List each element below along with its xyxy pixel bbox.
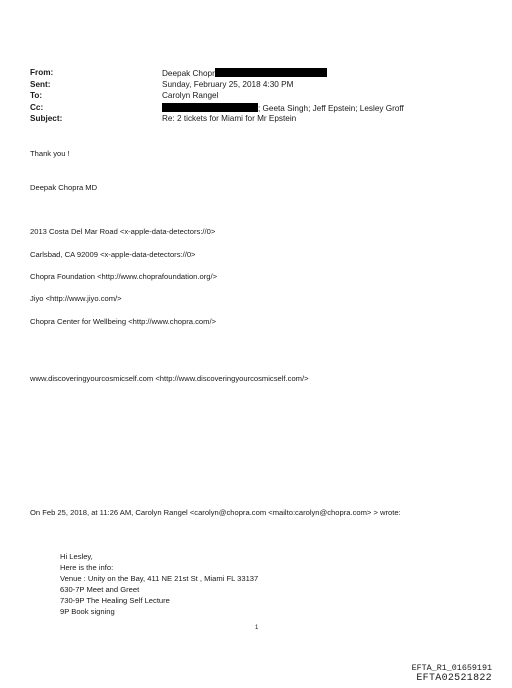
quoted-line: Venue : Unity on the Bay, 411 NE 21st St , Miami FL 33137 (60, 574, 259, 583)
cc-value: ; Geeta Singh; Jeff Epstein; Lesley Groff (162, 103, 404, 114)
redaction-box (215, 68, 327, 77)
quoted-line: Hi Lesley, (60, 552, 93, 561)
bates-number-1: EFTA_R1_01659191 (411, 663, 492, 673)
signature-name: Deepak Chopra MD (30, 183, 98, 192)
subject-label: Subject: (30, 114, 63, 123)
subject-value: Re: 2 tickets for Miami for Mr Epstein (162, 114, 297, 123)
quoted-line: Here is the info: (60, 563, 114, 572)
quoted-line: 9P Book signing (60, 607, 115, 616)
sent-value: Sunday, February 25, 2018 4:30 PM (162, 80, 294, 89)
page-number: 1 (255, 625, 259, 631)
from-value: Deepak Chopr (162, 68, 327, 79)
jiyo-link[interactable]: Jiyo <http://www.jiyo.com/> (30, 294, 122, 303)
sent-label: Sent: (30, 80, 51, 89)
cc-label: Cc: (30, 103, 44, 112)
greeting: Thank you ! (30, 149, 70, 158)
cosmic-self-link[interactable]: www.discoveringyourcosmicself.com <http://www.discoveringyourcosmicself.com/> (30, 374, 309, 383)
chopra-center-link[interactable]: Chopra Center for Wellbeing <http://www.chopra.com/> (30, 317, 216, 326)
redaction-box (162, 103, 258, 112)
quoted-line: 730-9P The Healing Self Lecture (60, 596, 170, 605)
quoted-line: 630-7P Meet and Greet (60, 585, 140, 594)
from-label: From: (30, 68, 54, 77)
address-line-1: 2013 Costa Del Mar Road <x-apple-data-detectors://0> (30, 227, 216, 236)
to-label: To: (30, 91, 43, 100)
address-line-2: Carlsbad, CA 92009 <x-apple-data-detectors://0> (30, 250, 196, 259)
to-value: Carolyn Rangel (162, 91, 219, 100)
chopra-foundation-link[interactable]: Chopra Foundation <http://www.choprafoundation.org/> (30, 272, 218, 281)
quoted-intro: On Feb 25, 2018, at 11:26 AM, Carolyn Rangel <carolyn@chopra.com <mailto:carolyn@chopra.com> > wrote: (30, 508, 401, 517)
bates-number-2: EFTA02521822 (416, 673, 492, 684)
